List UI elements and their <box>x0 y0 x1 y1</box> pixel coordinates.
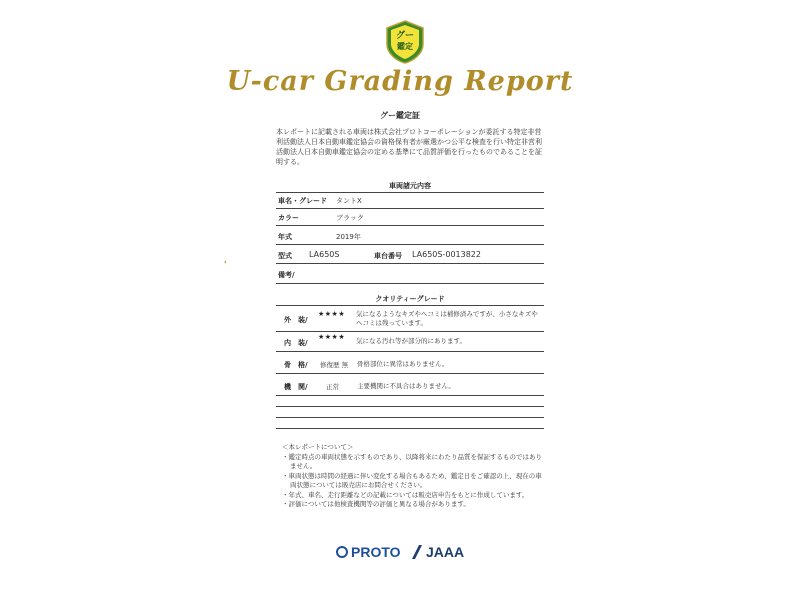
model-label: 型式 <box>278 252 292 260</box>
chassis-number-value: LA650S-0013822 <box>412 250 481 259</box>
note-item: ・鑑定時点の車両状態を示すものであり、以降将来にわたり品質を保証するものではありません。 <box>282 452 542 470</box>
report-subtitle: グー鑑定証 <box>380 111 420 120</box>
engine-value: 正常 <box>326 383 339 391</box>
year-label: 年式 <box>278 233 292 241</box>
proto-logo-text: PROTO <box>351 544 401 560</box>
car-name-label: 車名・グレード <box>278 197 327 205</box>
divider <box>276 406 544 407</box>
divider <box>276 263 544 264</box>
divider <box>276 283 544 284</box>
color-value: ブラック <box>336 214 364 222</box>
report-title: U-car Grading Report <box>226 66 574 97</box>
year-value: 2019年 <box>336 233 361 241</box>
exterior-stars: ★★★★ <box>318 310 346 318</box>
interior-label: 内 装/ <box>284 339 308 347</box>
engine-label: 機 関/ <box>284 383 308 391</box>
frame-label: 骨 格/ <box>284 361 308 369</box>
divider <box>276 373 544 374</box>
divider <box>276 428 544 429</box>
car-name-value: タントX <box>336 197 362 205</box>
note-item: ・年式、車名、走行距離などの記載については販売店申告をもとに作成しています。 <box>282 490 529 499</box>
divider <box>276 417 544 418</box>
engine-comment: 主要機関に不具合はありません。 <box>357 382 455 390</box>
badge-text-top: グー <box>395 31 414 41</box>
quality-section-title: クオリティーグレード <box>375 295 445 303</box>
chassis-number-label: 車台番号 <box>374 252 402 260</box>
exterior-comment: 気になるようなキズやヘコミは補修済みですが、小さなキズやヘコミは残っています。 <box>356 310 538 327</box>
divider <box>276 208 544 209</box>
divider <box>276 395 544 396</box>
model-value: LA650S <box>309 250 340 259</box>
interior-comment: 気になる汚れ等が部分的にあります。 <box>356 337 466 345</box>
jaaa-logo-icon <box>412 545 422 559</box>
badge-text-bottom: 鑑定 <box>397 42 413 51</box>
report-notes <box>282 443 544 510</box>
divider <box>276 351 544 352</box>
divider <box>276 244 544 245</box>
exterior-label: 外 装/ <box>284 316 308 324</box>
vehicle-section-title: 車両諸元内容 <box>389 182 431 190</box>
interior-stars: ★★★★ <box>318 333 346 341</box>
intro-paragraph: 本レポートに記載される車両は株式会社プロトコーポレーションが委託する特定非営利活動法人日本自動車鑑定協会の資格保有者が厳選かつ公平な検査を行い特定非営利活動法人日本自動車鑑定協会の定める基準にて品質評価を行ったものであることを証明する。 <box>276 128 542 166</box>
frame-value: 修復歴 無 <box>320 361 349 369</box>
jaaa-logo-text: JAAA <box>426 544 465 560</box>
divider <box>276 225 544 226</box>
divider <box>276 192 544 193</box>
remarks-label: 備考/ <box>278 271 295 279</box>
proto-logo-icon <box>336 546 348 558</box>
notes-heading: ＜本レポートについて＞ <box>282 443 354 451</box>
color-label: カラー <box>278 214 299 222</box>
note-item: ・車両状態は時間の経過に伴い変化する場合もあるため、鑑定日をご確認の上、現在の車両状態については販売店にお問合せください。 <box>282 471 542 489</box>
divider <box>276 331 544 332</box>
note-item: ・評価については他検査機関等の評価と異なる場合があります。 <box>282 500 470 508</box>
frame-comment: 骨格部位に異常はありません。 <box>357 360 449 368</box>
footer-logos <box>336 541 506 563</box>
divider <box>276 305 544 306</box>
